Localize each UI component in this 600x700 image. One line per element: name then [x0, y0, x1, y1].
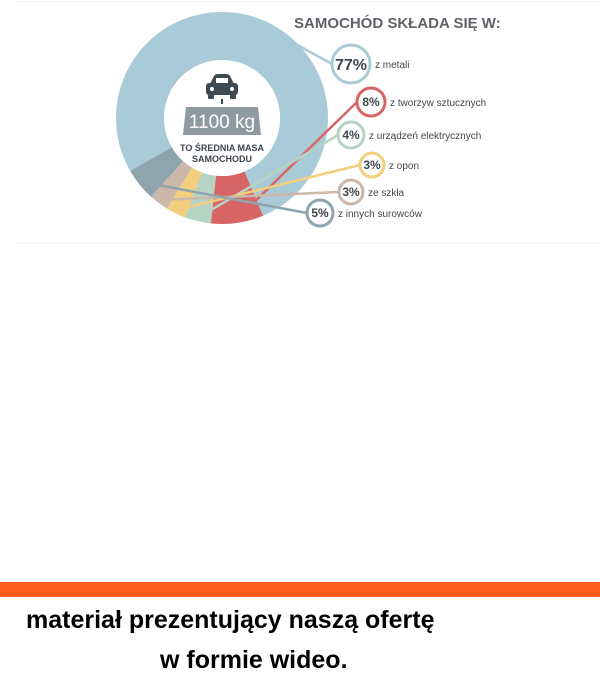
slice-name-label: z innych surowców — [338, 209, 422, 220]
slice-name-label: z urządzeń elektrycznych — [369, 131, 482, 142]
slice-percent-label: 3% — [363, 158, 381, 172]
caption-line-2: w formie wideo. — [160, 646, 348, 674]
donut-chart — [0, 0, 600, 250]
slice-name-label: ze szkła — [368, 188, 405, 199]
center-caption-line-1: TO ŚREDNIA MASA — [179, 143, 265, 153]
slice-percent-label: 3% — [342, 185, 360, 199]
chart-title: SAMOCHÓD SKŁADA SIĘ W: — [294, 15, 501, 32]
center-caption-line-2: SAMOCHODU — [192, 154, 252, 164]
slice-percent-label: 8% — [362, 95, 380, 109]
infographic — [0, 0, 600, 250]
slice-percent-label: 4% — [342, 128, 360, 142]
slice-name-label: z metali — [375, 60, 410, 71]
slice-percent-label: 5% — [311, 206, 329, 220]
accent-bar — [0, 582, 600, 597]
slice-percent-label: 77% — [334, 57, 368, 74]
slice-name-label: z tworzyw sztucznych — [390, 98, 487, 109]
weight-label: 1100 kg — [188, 112, 256, 133]
caption-line-1: materiał prezentujący naszą ofertę — [26, 606, 435, 634]
slice-name-label: z opon — [389, 161, 420, 172]
